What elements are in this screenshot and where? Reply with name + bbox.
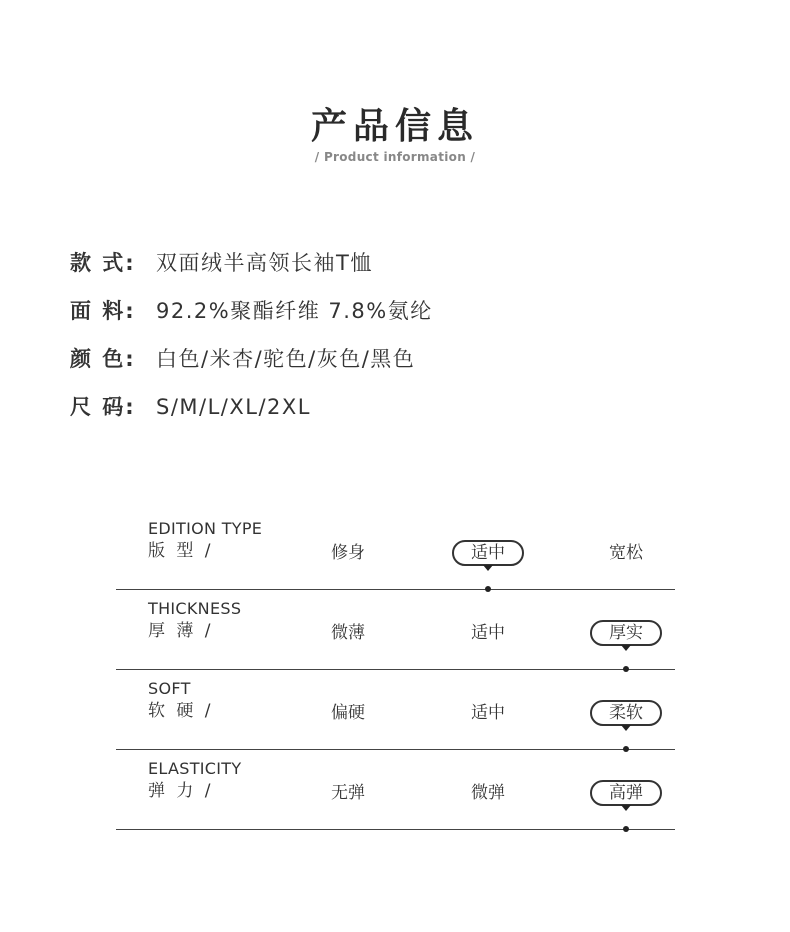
info-row-fabric xyxy=(70,296,433,344)
selected-pointer xyxy=(621,725,631,731)
attr-option xyxy=(312,780,384,806)
attr-option-label: 偏硬 xyxy=(331,703,365,723)
attr-label-cn: 软 硬 / xyxy=(148,701,214,721)
attr-option xyxy=(590,540,662,566)
info-row-color xyxy=(70,344,433,392)
attr-row-soft xyxy=(116,670,675,750)
attr-option-label: 柔软 xyxy=(609,703,643,723)
attr-option-label: 厚实 xyxy=(609,623,643,643)
attr-option xyxy=(452,620,524,646)
attr-label-en: EDITION TYPE xyxy=(148,519,263,538)
attr-option xyxy=(312,620,384,646)
attr-label xyxy=(148,518,262,562)
attr-label-en: THICKNESS xyxy=(148,599,242,618)
info-value: 白色/米杏/驼色/灰色/黑色 xyxy=(156,347,416,371)
info-label: 面 料: xyxy=(70,299,136,323)
attr-option-label: 高弹 xyxy=(609,783,643,803)
attr-option-label: 适中 xyxy=(471,623,505,643)
attr-option xyxy=(590,780,662,806)
info-label: 尺 码: xyxy=(70,395,136,419)
attr-row-elasticity xyxy=(116,750,675,830)
info-label: 颜 色: xyxy=(70,347,136,371)
info-value: 双面绒半高领长袖T恤 xyxy=(156,251,373,275)
attribute-table xyxy=(116,510,675,830)
selected-pointer xyxy=(621,645,631,651)
attr-label-en: ELASTICITY xyxy=(148,759,242,778)
info-value: S/M/L/XL/2XL xyxy=(156,395,311,419)
attr-label-en: SOFT xyxy=(148,679,191,698)
attr-option-label: 适中 xyxy=(471,703,505,723)
attr-option-label: 适中 xyxy=(471,543,505,563)
attr-option xyxy=(312,540,384,566)
info-value: 92.2%聚酯纤维 7.8%氨纶 xyxy=(156,299,433,323)
selected-pointer xyxy=(621,805,631,811)
attr-label-cn: 版 型 / xyxy=(148,541,214,561)
page-subtitle: / Product information / xyxy=(314,150,476,164)
info-row-style xyxy=(70,248,433,296)
attr-label-cn: 厚 薄 / xyxy=(148,621,214,641)
page-title: 产品信息 xyxy=(310,106,479,147)
attr-option-label: 微薄 xyxy=(331,623,365,643)
attr-option xyxy=(452,780,524,806)
attr-option xyxy=(590,700,662,726)
attr-label-cn: 弹 力 / xyxy=(148,781,214,801)
attr-option-label: 微弹 xyxy=(471,783,505,803)
attr-label xyxy=(148,598,241,642)
attr-option-label: 无弹 xyxy=(331,783,365,803)
attr-option xyxy=(452,700,524,726)
attr-label xyxy=(148,678,214,722)
attr-option xyxy=(312,700,384,726)
attr-row-edition-type xyxy=(116,510,675,590)
selected-marker-dot xyxy=(623,826,629,832)
selected-pointer xyxy=(483,565,493,571)
attr-option-label: 修身 xyxy=(331,543,365,563)
attr-row-thickness xyxy=(116,590,675,670)
attr-option xyxy=(452,540,524,566)
attr-label xyxy=(148,758,241,802)
info-row-size xyxy=(70,392,433,440)
attr-option xyxy=(590,620,662,646)
info-label: 款 式: xyxy=(70,251,136,275)
product-info-list xyxy=(70,248,433,440)
attr-option-label: 宽松 xyxy=(609,543,643,563)
